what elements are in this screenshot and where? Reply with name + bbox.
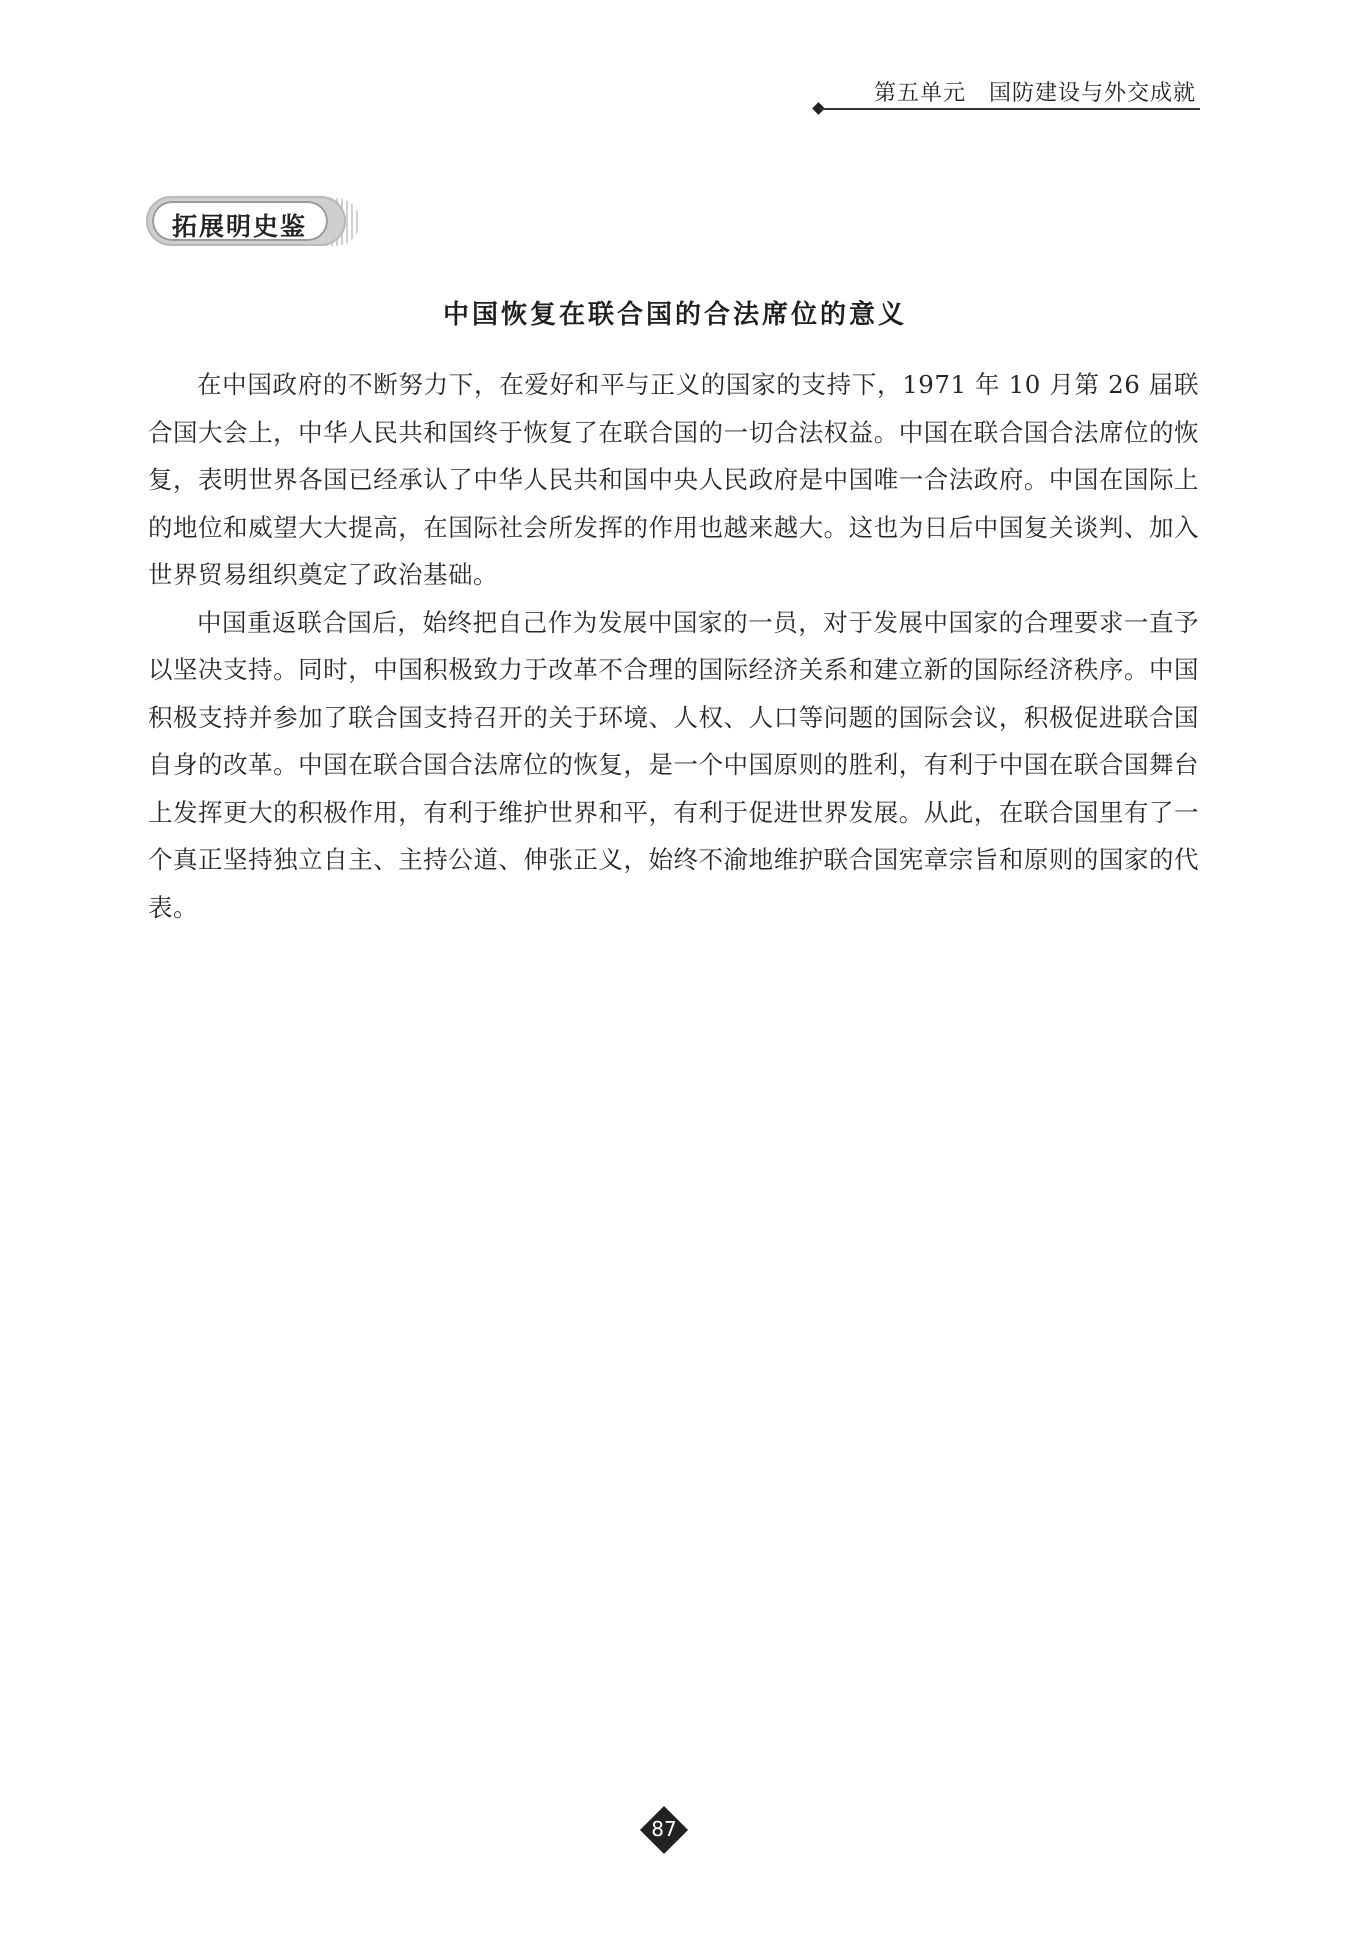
badge-pill [146, 196, 346, 246]
page-number: 87 [651, 1817, 677, 1841]
paragraph-2: 中国重返联合国后，始终把自己作为发展中国家的一员，对于发展中国家的合理要求一直予以坚决支持。同时，中国积极致力于改革不合理的国际经济关系和建立新的国际经济秩序。中国积极支持并参加了联合国支持召开的关于环境、人权、人口等问题的国际会议，积极促进联合国自身的改革。中国在联合国合法席位的恢复，是一个中国原则的胜利，有利于中国在联合国舞台上发挥更大的积极作用，有利于维护世界和平，有利于促进世界发展。从此，在联合国里有了一个真正坚持独立自主、主持公道、伸张正义，始终不渝地维护联合国宪章宗旨和原则的国家的代表。 [148, 607, 1199, 922]
section-badge-label: 拓展明史鉴 [172, 212, 308, 241]
header-unit-title: 第五单元 国防建设与外交成就 [873, 81, 1196, 106]
header-rule [820, 108, 1200, 110]
badge-inner [152, 201, 328, 241]
page-number-badge [640, 1806, 688, 1854]
section-badge [146, 196, 360, 248]
running-header [800, 76, 1200, 116]
article-title: 中国恢复在联合国的合法席位的意义 [442, 300, 907, 330]
paragraph-1: 在中国政府的不断努力下，在爱好和平与正义的国家的支持下，1971 年 10 月第 26 届联合国大会上，中华人民共和国终于恢复了在联合国的一切合法权益。中国在联合国合法席位的恢复，表明世界各国已经承认了中华人民共和国中央人民政府是中国唯一合法政府。中国在国际上的地位和威望大大提高，在国际社会所发挥的作用也越来越大。这也为日后中国复关谈判、加入世界贸易组织奠定了政治基础。 [148, 370, 1199, 589]
article-body [148, 361, 1199, 931]
